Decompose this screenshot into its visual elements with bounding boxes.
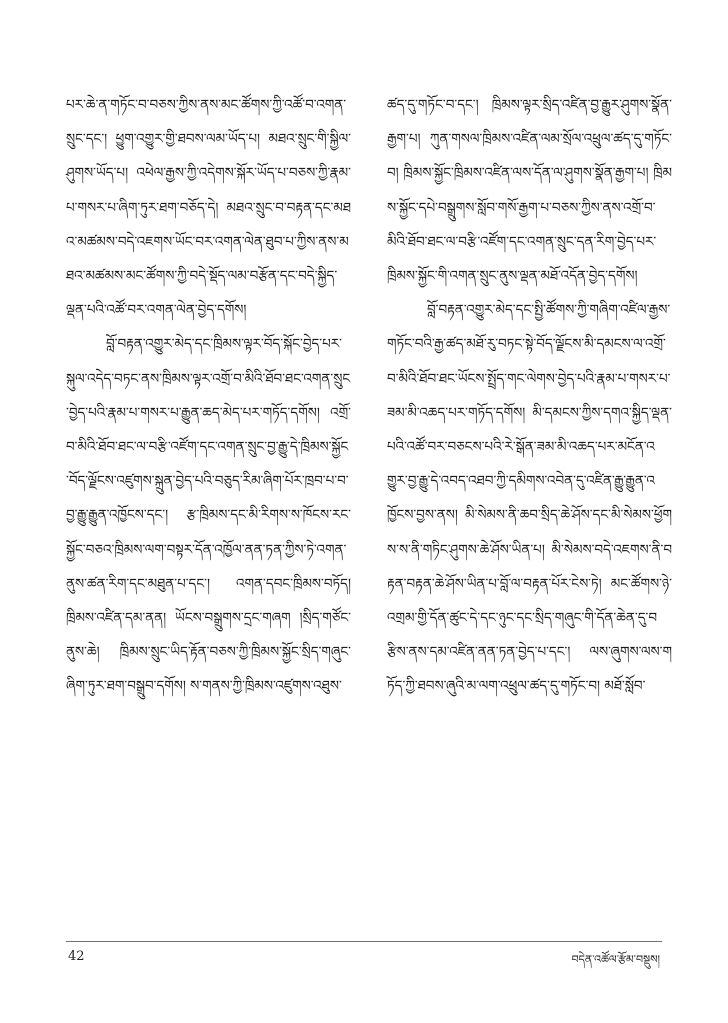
footer-rule <box>66 941 662 942</box>
text-column-left <box>66 88 351 704</box>
text-column-right <box>387 88 672 704</box>
paragraph: བློ་བརྟན་འགྱུར་མེད་དང་སྤྱི་ཚོགས་ཀྱི་གཞིག་འཛིལ་རྒྱས་གཏོང་བའི་རྒྱ་ཚད་མཐོ་རུ་བཏང་སྟེ་བོད་ལྗོངས་མི་དམངས་ལ་འགྲོ་བ་མིའི་ཐོབ་ཐང་ཡོངས་སྤྲོད་གང་ལེགས་བྱེད་པའི་རྣམ་པ་གསར་པ་ཟམ་མི་འཆད་པར་གཏོད་དགོས། མི་དམངས་ཀྱིས་དགའ་སྐྱིད་ལྡན་པའི་འཚོ་བར་བཅངས་པའི་རེ་སྒོན་ཟམ་མི་འཆད་པར་མངོན་འགྱུར་བྱ་རྒྱུ་དེ་འབད་འཐབ་ཀྱི་དམིགས་འབེན་དུ་འཛིན་རྒྱུ་རྒྱུན་འཁྱོངས་བྱས་ནས། མི་སེམས་ནི་ཆབ་སྲིད་ཆེ་ཤོས་དང་མི་སེམས་ཕྱོགས་ས་ནི་གཏིང་ཤུགས་ཆེ་ཤོས་ཡིན་པ། མི་སེམས་བདེ་འཇགས་ནི་བརྟན་བརྟན་ཆེ་ཤོས་ཡིན་པ་བློ་ལ་བརྟན་པོར་ངེས་ཏེ། མང་ཚོགས་ཉེ་འགྲམ་གྱི་དོན་ཚུང་དེ་དང་ཉུང་དང་སྲིད་གཞུང་གི་དོན་ཆེན་དུ་བརྩིས་ནས་དམ་འཛིན་ནན་ཏན་བྱེད་པ་དང་། ལས་ཞུགས་ལས་གཏོད་ཀྱི་ཐབས་ཞུའི་མ་ལག་འཕྲུལ་ཚད་དུ་གཏོང་བ། མཐོ་སློབ་ <box>387 302 672 695</box>
paragraph: ཚད་དུ་གཏོང་བ་དང་། ཁྲིམས་ལྟར་སྲིད་འཛིན་བྱ་རྒྱུར་ཤུགས་སྣོན་རྒྱག་པ། ཀུན་གསལ་ཁྲིམས་འཛིན་ལམ་སྲོལ་འཕྲུལ་ཚད་དུ་གཏོང་བ། ཁྲིམས་སྐྱོང་ཁྲིམས་འཛིན་ལས་དོན་ལ་ཤུགས་སྣོན་རྒྱག་པ། ཁྲིམས་སྐྱོང་དཔེ་བསྒྲུགས་སློབ་གསོ་རྒྱག་པ་བཅས་ཀྱིས་ནས་འགྲོ་བ་མིའི་ཐོབ་ཐང་ལ་བརྩི་འཛོག་དང་འགན་སྲུང་དན་རིག་བྱེད་པར་ཁྲིམས་སྐྱོང་གི་འགན་སྲུང་ནུས་ལྡན་མཐོ་འདོན་བྱེད་དགོས། <box>387 97 672 285</box>
page-number: 42 <box>68 949 85 964</box>
paragraph: བློ་བརྟན་འགྱུར་མེད་དང་ཁྲིམས་ལྟར་བོད་སྐོང་བྱེད་པར་སྐུལ་འདེད་བཏང་ནས་ཁྲིམས་ལྟར་འགྲོ་བ་མིའི་ཐོབ་ཐང་འགན་སྲུང་བྱེད་པའི་རྣམ་པ་གསར་པ་རྒྱུན་ཆད་མེད་པར་གཏོད་དགོས། འགྲོ་བ་མིའི་ཐོབ་ཐང་ལ་བརྩི་འཛོག་དང་འགན་སྲུང་བྱ་རྒྱུ་དེ་ཁྲིམས་སྐྱོང་བོད་ལྗོངས་འཛུགས་སྐྲུན་བྱེད་པའི་བཅུད་རིམ་ཞིག་པོར་ཁྲབ་པ་བ་བྱ་རྒྱུ་རྒྱུན་འཁྱོངས་དང་། རྩ་ཁྲིམས་དང་མི་རིགས་ས་ཁོངས་རང་སྐྱོང་བཅའ་ཁྲིམས་ལག་བསྟར་དོན་འཁྱོལ་ནན་ཏན་ཀྱིས་ཏེ་འགན་ནུས་ཚན་རིག་དང་མཐུན་པ་དང་། འགན་དབང་ཁྲིམས་བཏོད། ཁྲིམས་འཛིན་དམ་ནན། ཡོངས་བསྒྲུགས་དྲང་གཞག །སྲིད་གཙོང་ནུས་ཆེ། ཁྲིམས་སྲུང་ཡིད་རྟོན་བཅས་ཀྱི་ཁྲིམས་སྐྱོང་སྲིད་གཞུང་ཞིག་ཏུར་ཐག་བསྒྲུབ་དགོས། ས་གནས་ཀྱི་ཁྲིམས་འཛུགས་འཐུས་ <box>66 336 351 695</box>
paragraph: པར་ཆེ་ན་གཏོང་བ་བཅས་ཀྱིས་ནས་མང་ཚོགས་ཀྱི་འཚོ་བ་འགན་སྲུང་དང་། ཕྱུག་འགྱུར་གྱི་ཐབས་ལམ་ཡོད་པ། མཐའ་སྲུང་གི་སྐྱིལ་ཤུགས་ཡོད་པ། འཕེལ་རྒྱས་ཀྱི་འདེགས་སྐོར་ཡོད་པ་བཅས་ཀྱི་རྣམ་པ་གསར་པ་ཞིག་ཏུར་ཐག་བཅོད་དེ། མཐའ་སྲུང་བ་བརྟན་དང་མཐའ་མཚམས་བདེ་འཇགས་ཡོང་བར་འགན་ལེན་ཐུབ་པ་ཀྱིས་ནས་མཐའ་མཚམས་མང་ཚོགས་ཀྱི་བདེ་སྡོད་ལམ་བརྩོན་དང་བདེ་སྐྱིད་ལྡན་པའི་འཚོ་བར་འགན་ལེན་བྱེད་དགོས། <box>66 97 351 319</box>
running-title: བདེན་འཚོལ་རྩོམ་བསྡུས། <box>571 953 660 966</box>
